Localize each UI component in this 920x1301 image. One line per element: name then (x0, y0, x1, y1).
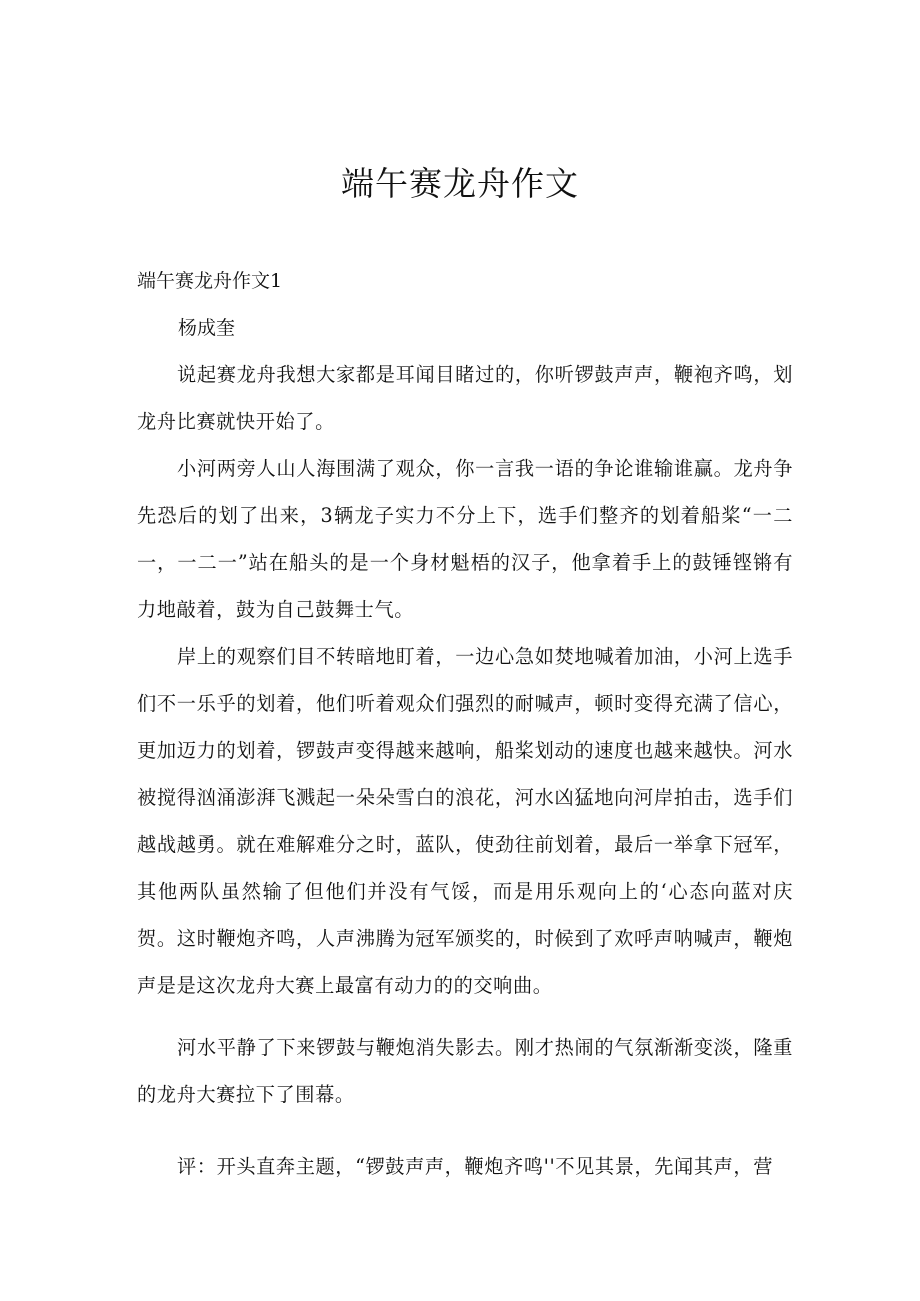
paragraph-4: 河水平静了下来锣鼓与鞭炮消失影去。刚才热闹的气氛渐渐变淡，隆重的龙舟大赛拉下了围幕。 (137, 1036, 793, 1106)
paragraph-1: 说起赛龙舟我想大家都是耳闻目睹过的，你听锣鼓声声，鞭袍齐鸣，划龙舟比赛就快开始了。 (137, 363, 793, 433)
paragraph-2: 小河两旁人山人海围满了观众，你一言我一语的争论谁输谁赢。龙舟争先恐后的划了出来，3辆龙子实力不分上下，选手们整齐的划着船桨“一二一，一二一”站在船头的是一个身材魁梧的汉子，他拿着手上的鼓锤铿锵有力地敲着，鼓为自己鼓舞士气。 (137, 457, 793, 621)
document-title: 端午赛龙舟作文 (341, 164, 579, 203)
comment-paragraph: 评：开头直奔主题，“锣鼓声声，鞭炮齐鸣''不见其景，先闻其声，营 (177, 1155, 773, 1178)
author-name: 杨成奎 (178, 317, 236, 339)
paragraph-3: 岸上的观察们目不转暗地盯着，一边心急如焚地喊着加油，小河上选手们不一乐乎的划着，他们听着观众们强烈的耐喊声，顿时变得充满了信心，更加迈力的划着，锣鼓声变得越来越响，船桨划动的速度也越来越快。河水被搅得汹涌澎湃飞溅起一朵朵雪白的浪花，河水凶猛地向河岸拍击，选手们越战越勇。就在难解难分之时，蓝队，使劲往前划着，最后一举拿下冠军，其他两队虽然输了但他们并没有气馁，而是用乐观向上的‘心态向蓝对庆贺。这时鞭炮齐鸣，人声沸腾为冠军颁奖的，时候到了欢呼声呐喊声，鞭炮声是是这次龙舟大赛上最富有动力的的交响曲。 (137, 645, 793, 997)
section-heading: 端午赛龙舟作文1 (137, 270, 283, 292)
